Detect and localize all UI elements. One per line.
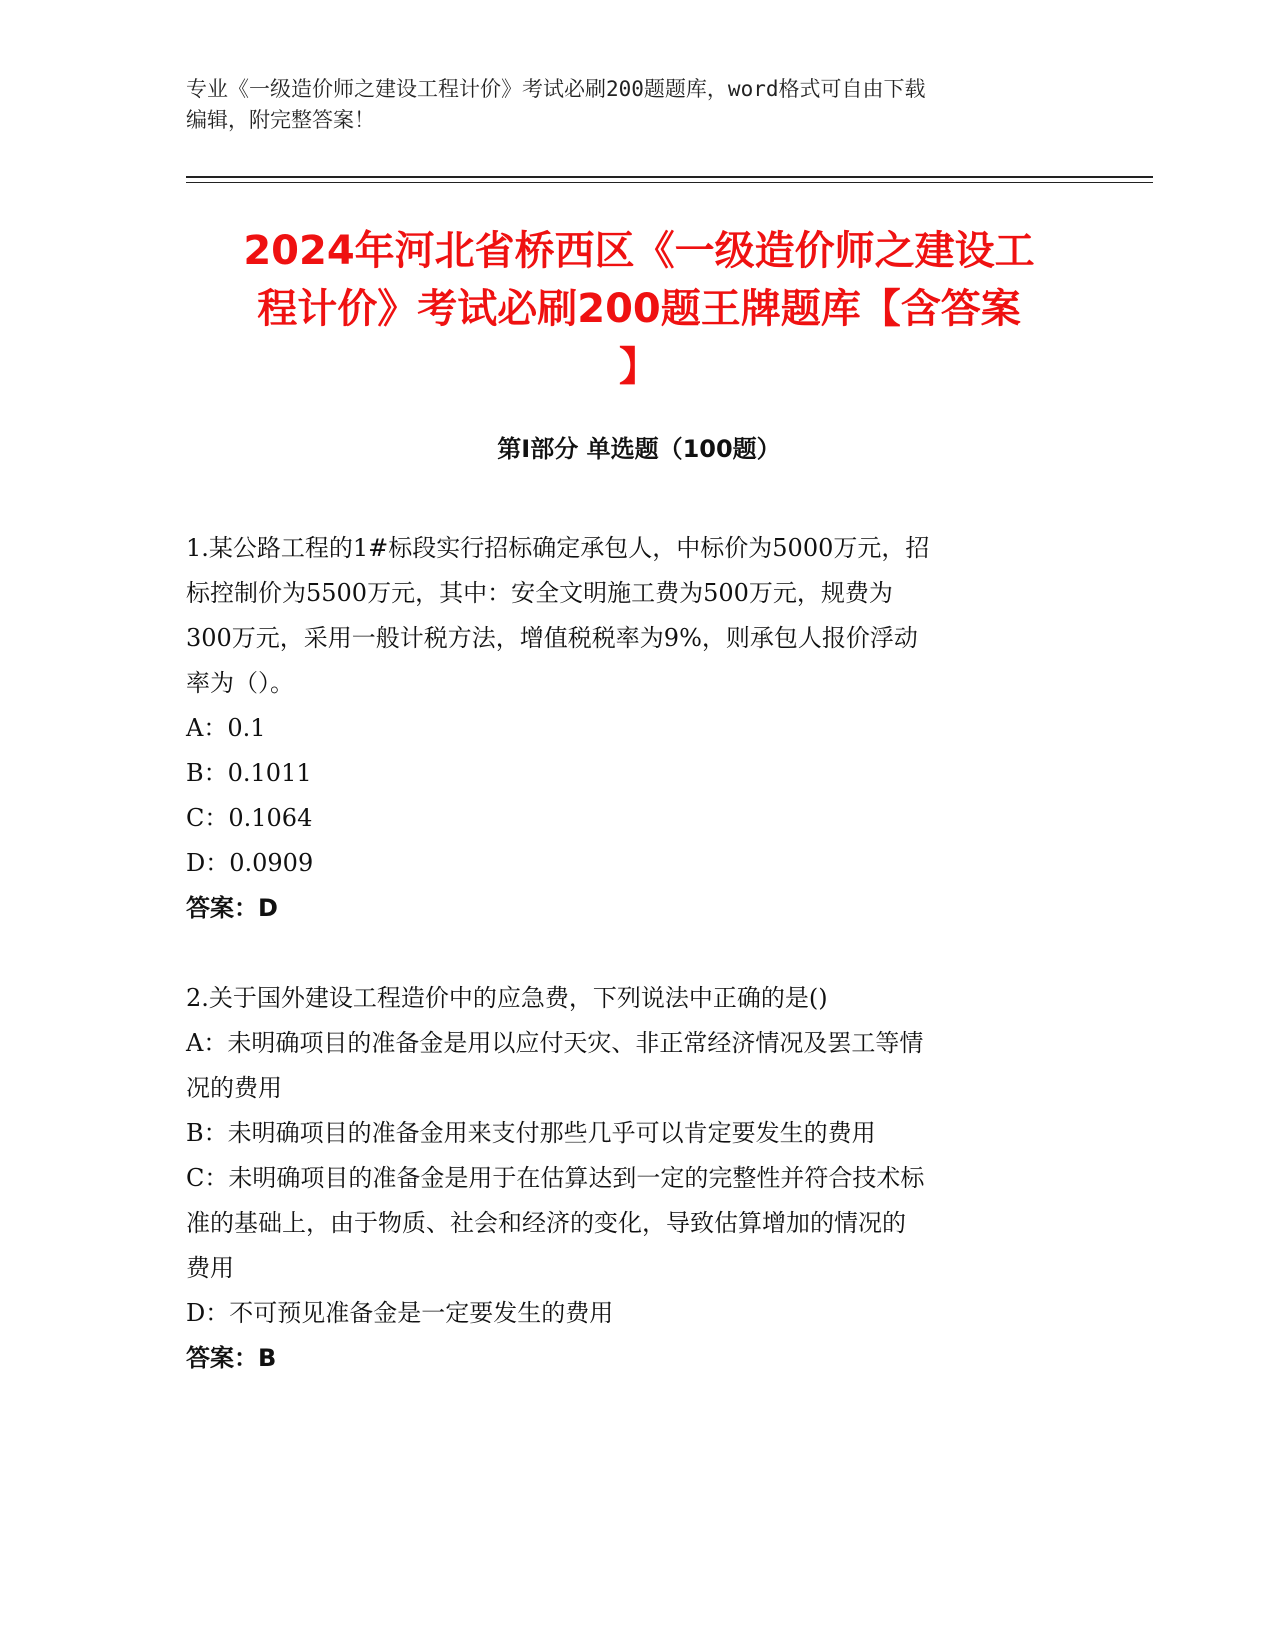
answer-label: 答案：D: [186, 894, 278, 922]
option-d: D：不可预见准备金是一定要发生的费用: [186, 1299, 614, 1327]
option-a: A：0.1: [186, 714, 266, 742]
question-stem-line: 标控制价为5500万元，其中：安全文明施工费为500万元，规费为: [186, 579, 893, 607]
header-note-line: 编辑，附完整答案！: [186, 108, 375, 132]
header-divider-thin: [186, 182, 1153, 183]
question-stem-line: 2.关于国外建设工程造价中的应急费，下列说法中正确的是(): [186, 984, 828, 1012]
title-line: 2024年河北省桥西区《一级造价师之建设工: [243, 228, 1035, 274]
option-a: A：未明确项目的准备金是用以应付天灾、非正常经济情况及罢工等情: [186, 1029, 924, 1057]
option-a-continued: 况的费用: [186, 1074, 282, 1102]
question-list: [186, 526, 1086, 1381]
title-line: 】: [619, 344, 659, 390]
question-spacer: [186, 931, 1086, 976]
question-stem-line: 300万元，采用一般计税方法，增值税税率为9%，则承包人报价浮动: [186, 624, 918, 652]
header-note: [186, 74, 1086, 136]
option-c: C：0.1064: [186, 804, 313, 832]
header-note-line: 专业《一级造价师之建设工程计价》考试必刷200题题库，word格式可自由下载: [186, 77, 926, 101]
section-heading: 第Ⅰ部分 单选题（100题）: [497, 435, 781, 463]
option-c-continued: 准的基础上，由于物质、社会和经济的变化，导致估算增加的情况的: [186, 1209, 906, 1237]
document-title: [186, 222, 1092, 396]
title-line: 程计价》考试必刷200题王牌题库【含答案: [257, 286, 1021, 332]
option-c-continued: 费用: [186, 1254, 234, 1282]
header-divider-thick: [186, 176, 1153, 178]
answer-label: 答案：B: [186, 1344, 277, 1372]
question-1: [186, 526, 1086, 931]
option-b: B：0.1011: [186, 759, 312, 787]
question-stem-line: 1.某公路工程的1#标段实行招标确定承包人，中标价为5000万元，招: [186, 534, 930, 562]
option-b: B：未明确项目的准备金用来支付那些几乎可以肯定要发生的费用: [186, 1119, 876, 1147]
question-stem-line: 率为（）。: [186, 669, 294, 697]
option-d: D：0.0909: [186, 849, 314, 877]
question-2: [186, 976, 1086, 1381]
option-c: C：未明确项目的准备金是用于在估算达到一定的完整性并符合技术标: [186, 1164, 925, 1192]
